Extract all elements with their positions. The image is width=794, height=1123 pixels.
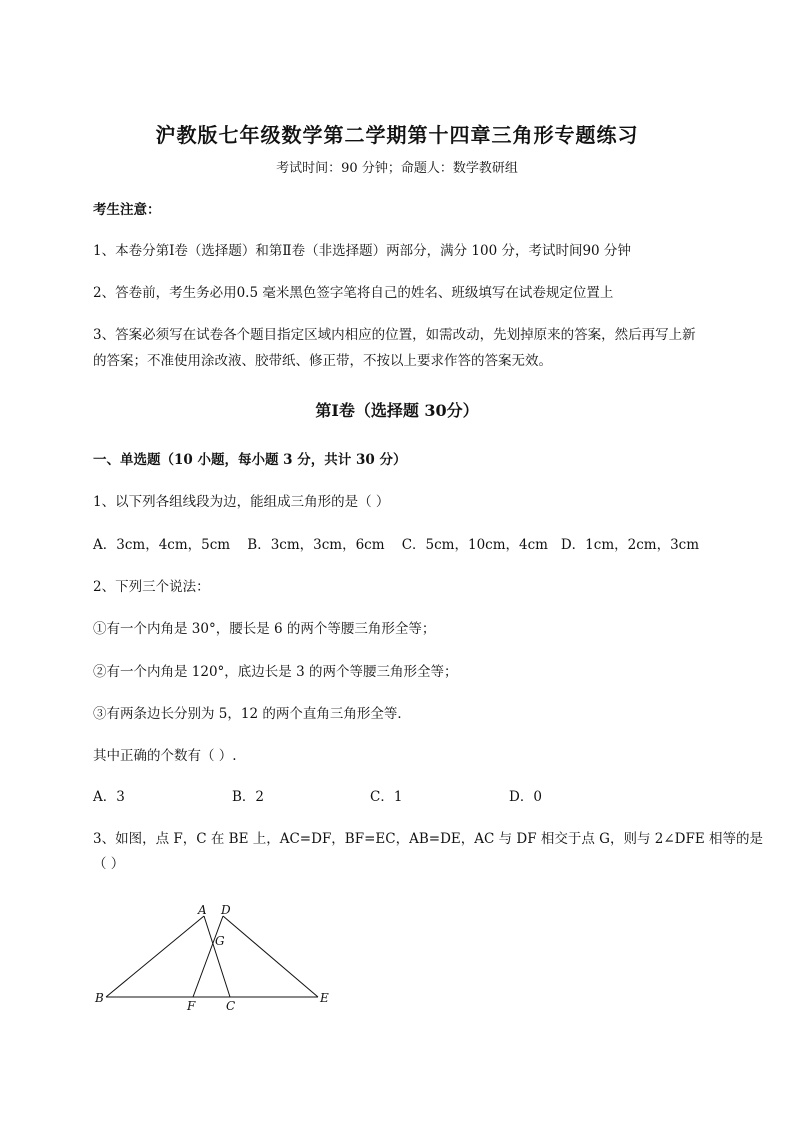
notice-item-1: 1、本卷分第Ⅰ卷（选择题）和第Ⅱ卷（非选择题）两部分，满分 100 分，考试时间90 分钟 (93, 243, 631, 259)
question-2-statement-2: ②有一个内角是 120°，底边长是 3 的两个等腰三角形全等； (93, 664, 458, 680)
question-2-option-b: B．2 (232, 789, 265, 805)
question-2-option-c: C．1 (370, 789, 403, 805)
segment-de (223, 916, 318, 997)
question-3-stem: 3、如图，点 F，C 在 BE 上，AC=DF，BF=EC，AB=DE，AC 与 DF 相交于点 G，则与 2∠DFE 相等的是 (93, 831, 763, 847)
question-2-option-a: A．3 (93, 789, 125, 805)
triangle-figure (90, 895, 350, 1020)
label-g: G (215, 934, 225, 948)
notice-item-3: 3、答案必须写在试卷各个题目指定区域内相应的位置，如需改动，先划掉原来的答案，然后再写上新 (93, 327, 696, 343)
notice-item-2: 2、答卷前，考生务必用0.5 毫米黑色签字笔将自己的姓名、班级填写在试卷规定位置上 (93, 285, 614, 301)
part-title: 一、单选题（10 小题，每小题 3 分，共计 30 分） (93, 452, 407, 468)
question-2-stem: 2、下列三个说法： (93, 579, 210, 595)
question-2-ask: 其中正确的个数有（ ）. (93, 748, 237, 764)
label-a: A (198, 903, 207, 917)
label-b: B (95, 991, 104, 1005)
exam-info: 考试时间：90 分钟；命题人：数学教研组 (276, 161, 518, 176)
notice-item-3-cont: 的答案；不准使用涂改液、胶带纸、修正带，不按以上要求作答的答案无效。 (93, 353, 552, 369)
segment-ba (106, 916, 204, 997)
question-2-statement-1: ①有一个内角是 30°，腰长是 6 的两个等腰三角形全等； (93, 621, 436, 637)
section-title: 第Ⅰ卷（选择题 30分） (315, 401, 479, 420)
question-1-stem: 1、以下列各组线段为边，能组成三角形的是（ ） (93, 494, 390, 510)
label-f: F (187, 999, 196, 1013)
question-2-option-d: D．0 (509, 789, 542, 805)
label-d: D (221, 903, 231, 917)
question-1-options: A．3cm，4cm，5cm B．3cm，3cm，6cm C．5cm，10cm，4cm D．1cm，2cm，3cm (93, 537, 700, 553)
label-e: E (320, 991, 329, 1005)
label-c: C (226, 999, 236, 1013)
notice-heading: 考生注意： (93, 202, 161, 218)
page-title: 沪教版七年级数学第二学期第十四章三角形专题练习 (155, 123, 639, 147)
question-2-statement-3: ③有两条边长分别为 5，12 的两个直角三角形全等． (93, 706, 411, 722)
question-3-stem-paren: （ ） (93, 856, 125, 872)
